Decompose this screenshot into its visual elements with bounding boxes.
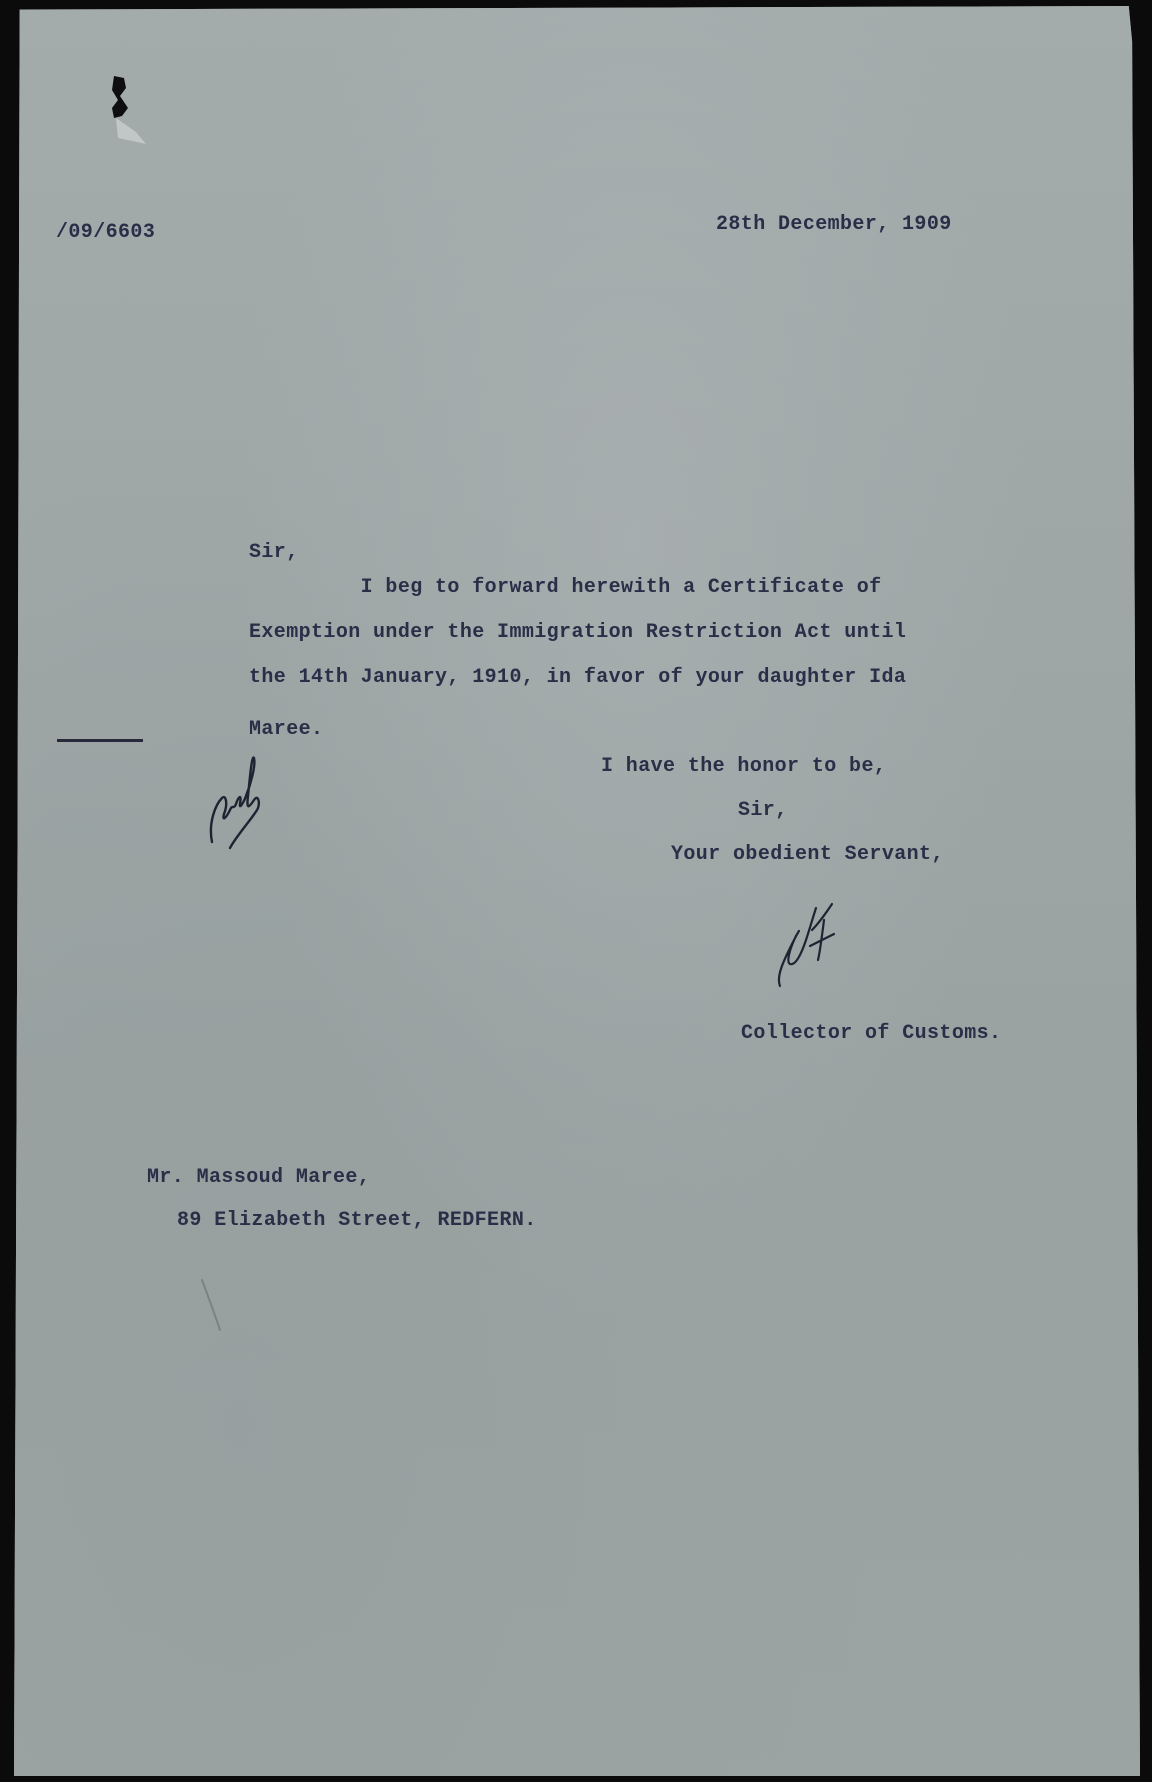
hole-punch-mark bbox=[106, 74, 148, 146]
closing-line: Sir, bbox=[738, 799, 788, 822]
closing-line: Your obedient Servant, bbox=[671, 843, 944, 866]
body-line: Exemption under the Immigration Restriction Act until bbox=[249, 621, 907, 644]
recipient-address: 89 Elizabeth Street, REDFERN. bbox=[177, 1209, 537, 1232]
reference-number: /09/6603 bbox=[56, 221, 156, 244]
recipient-name: Mr. Massoud Maree, bbox=[147, 1166, 371, 1189]
pencil-mark bbox=[198, 1276, 228, 1336]
handwritten-signature bbox=[772, 900, 844, 992]
salutation: Sir, bbox=[249, 541, 299, 564]
margin-rule bbox=[57, 739, 143, 742]
closing-line: I have the honor to be, bbox=[601, 755, 887, 778]
handwritten-initials bbox=[206, 752, 278, 852]
body-line: I beg to forward herewith a Certificate of bbox=[249, 576, 882, 599]
signatory-title: Collector of Customs. bbox=[741, 1022, 1002, 1045]
document-page bbox=[14, 6, 1140, 1776]
body-line: the 14th January, 1910, in favor of your daughter Ida bbox=[249, 666, 907, 689]
letter-date: 28th December, 1909 bbox=[716, 213, 952, 236]
body-line: Maree. bbox=[249, 718, 324, 741]
